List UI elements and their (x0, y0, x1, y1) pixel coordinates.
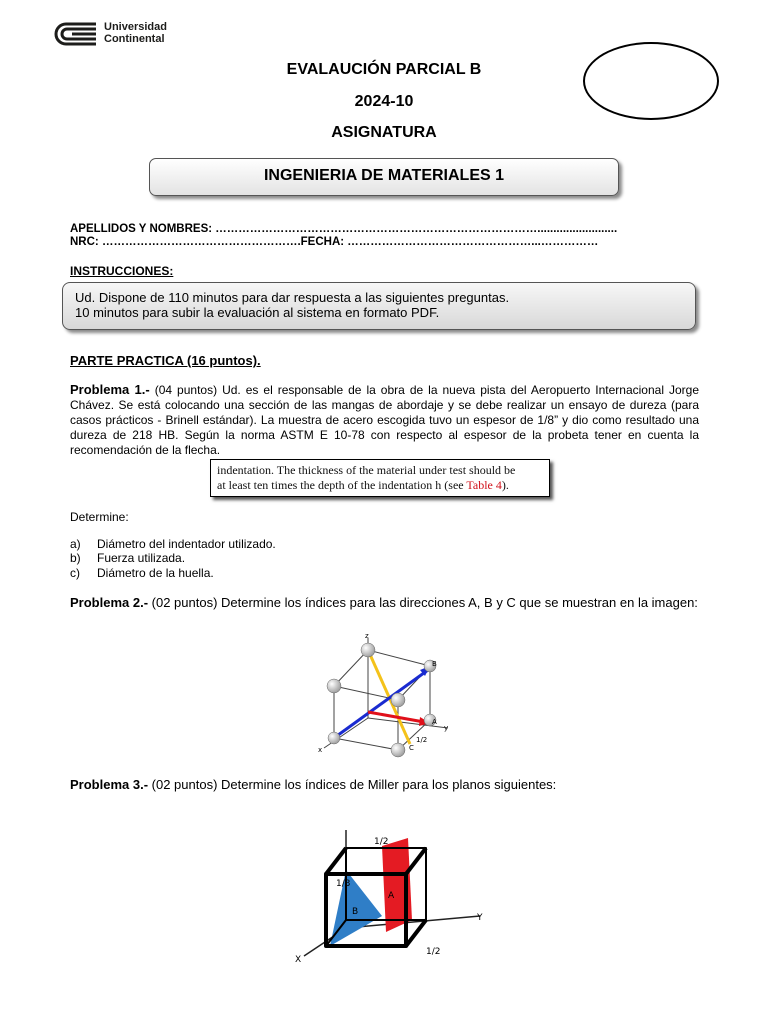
list-item (70, 551, 185, 565)
list-item-key: b) (70, 551, 81, 565)
label-plane-a: A (388, 891, 395, 901)
names-field: APELLIDOS Y NOMBRES: …………………………………………………………………………......................... (70, 223, 618, 235)
problem-3-label: Problema 3.- (70, 777, 149, 792)
label-left: 1/3 (336, 879, 351, 889)
logo-line-2: Continental (104, 33, 165, 45)
label-a: A (432, 718, 437, 726)
problem-2-text: (02 puntos) Determine los índices para las direcciones A, B y C que se muestran en la imagen: (148, 595, 698, 610)
axis-z: z (365, 632, 369, 640)
logo-line-1: Universidad (104, 21, 167, 33)
problem-1 (70, 382, 699, 458)
problem-1-text: (04 puntos) Ud. es el responsable de la obra de la nueva pista del Aeropuerto Internacional Jorge Chávez. Se está colocando una sección de las mangas de abordaje y se debe realizar un ensayo de dureza (para casos prácticos - Brinell estándar). La muestra de acero escogida tuvo un espesor de 1/8” y dio como resultado una dureza de 218 HB. Según la norma ASTM E 10-78 con respecto al espesor de la probeta tener en cuenta la recomendación de la flecha. (70, 383, 699, 457)
list-item-key: c) (70, 566, 80, 580)
exam-year: 2024-10 (354, 93, 414, 110)
list-item (70, 537, 276, 551)
cube-directions-figure (318, 630, 448, 760)
problem-3-text: (02 puntos) Determine los índices de Miller para los planos siguientes: (148, 777, 557, 792)
list-item (70, 566, 214, 580)
list-item-text: Diámetro del indentador utilizado. (97, 537, 276, 551)
problem-2 (70, 595, 699, 611)
section-title: PARTE PRACTICA (16 puntos). (70, 353, 261, 368)
exam-title: EVALAUCIÓN PARCIAL B (286, 61, 482, 78)
label-plane-b: B (352, 907, 359, 917)
university-logo-icon (52, 20, 98, 48)
problem-3 (70, 777, 699, 793)
axis-y: Y (477, 913, 483, 923)
list-item-text: Diámetro de la huella. (97, 566, 214, 580)
determine-label: Determine: (70, 510, 129, 524)
quote-end: ). (501, 478, 509, 492)
nrc-date-field: NRC: …………………………………………….FECHA: …………………………………………...…………… (70, 236, 599, 248)
problem-2-label: Problema 2.- (70, 595, 149, 610)
problem-1-label: Problema 1.- (70, 382, 150, 397)
subject-label: ASIGNATURA (331, 124, 437, 141)
cube-planes-figure (290, 828, 490, 968)
label-top: 1/2 (374, 837, 389, 847)
instructions-title: INSTRUCCIONES: (70, 264, 174, 278)
instructions-line-1: Ud. Dispone de 110 minutos para dar respuesta a las siguientes preguntas. (75, 290, 510, 305)
subject-box: INGENIERIA DE MATERIALES 1 (149, 158, 619, 196)
axis-x: x (318, 746, 323, 754)
university-logo-text (104, 21, 167, 45)
quote-line-2-text: at least ten times the depth of the indentation h (see (217, 478, 467, 492)
quote-table-ref: Table 4 (466, 478, 502, 492)
quote-line-1: indentation. The thickness of the material under test should be (217, 463, 516, 477)
label-half: 1/2 (416, 736, 428, 744)
label-b: B (432, 660, 437, 668)
axis-x: X (295, 955, 302, 965)
instructions-box (62, 282, 696, 330)
axis-y: y (444, 724, 448, 732)
astm-quote-image (210, 459, 550, 497)
label-c: C (409, 744, 414, 752)
instructions-line-2: 10 minutos para subir la evaluación al sistema en formato PDF. (75, 305, 440, 320)
label-right: 1/2 (426, 947, 441, 957)
list-item-text: Fuerza utilizada. (97, 551, 186, 565)
list-item-key: a) (70, 537, 81, 551)
quote-line-2 (217, 478, 549, 493)
